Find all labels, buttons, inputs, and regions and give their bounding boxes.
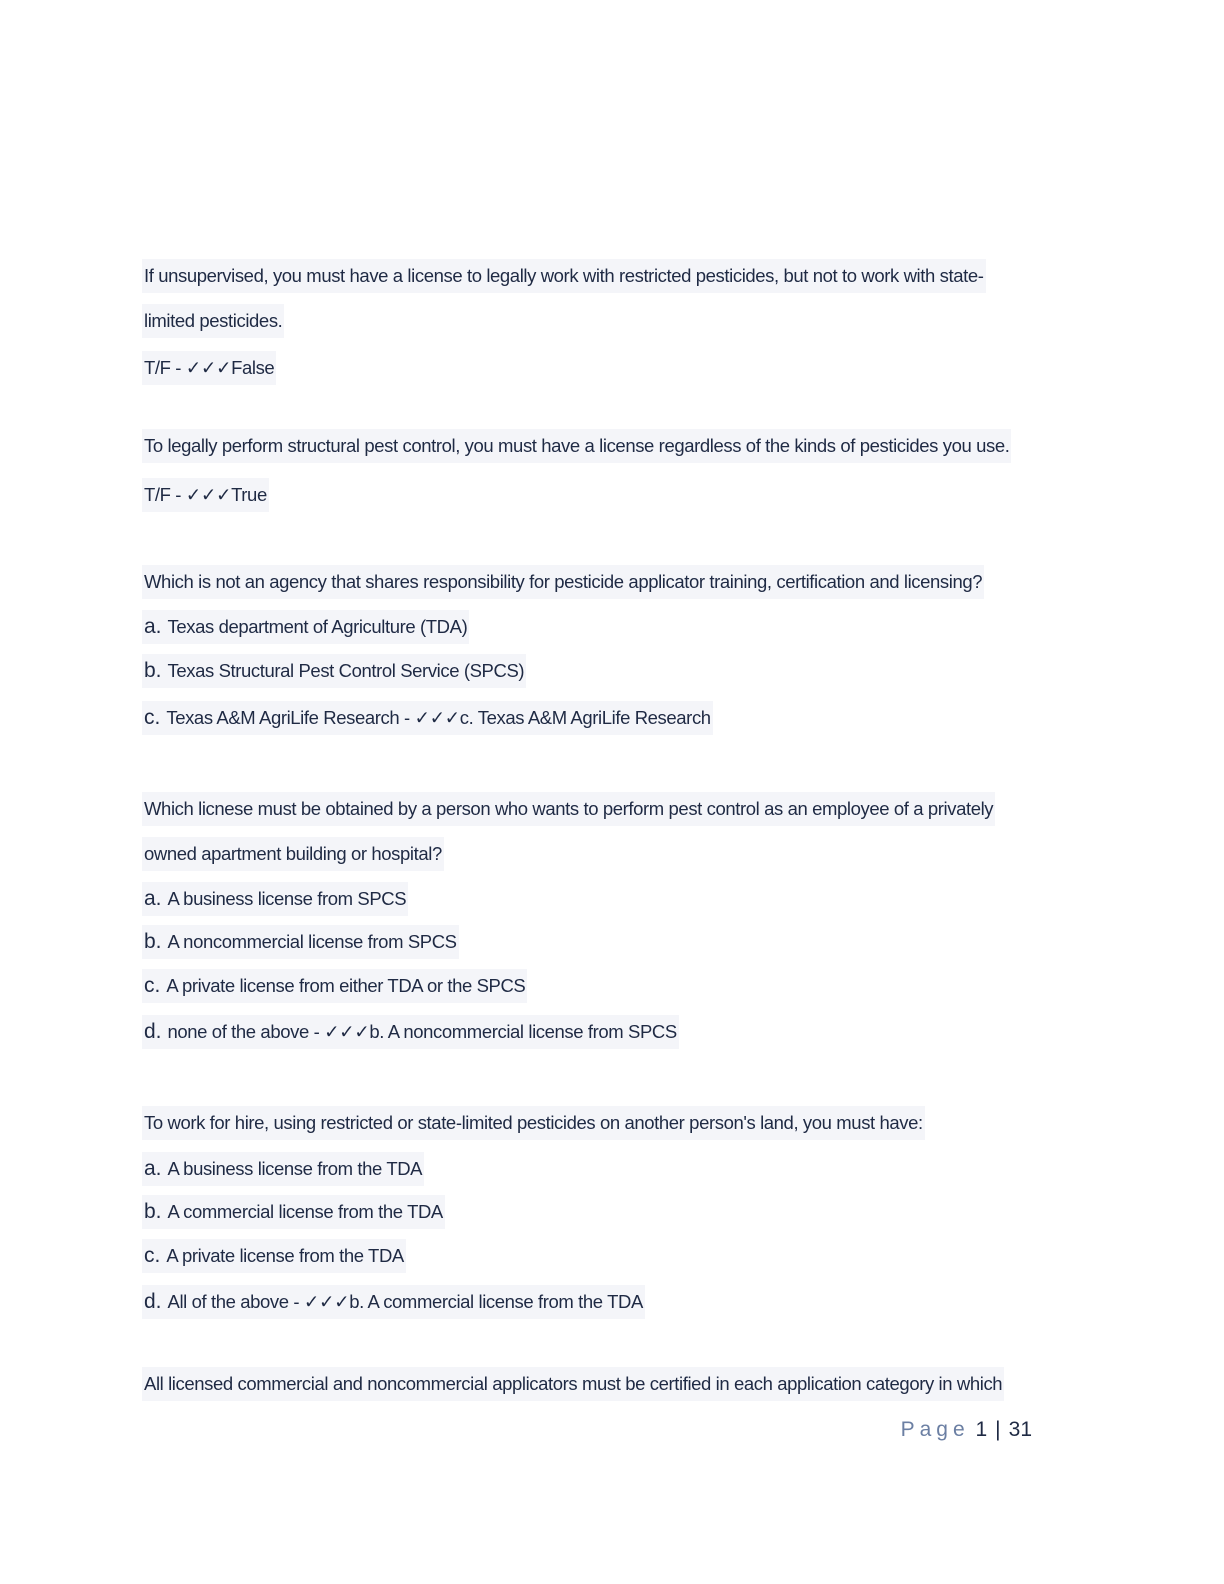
option-letter: c.: [144, 706, 161, 729]
question-5-option-c: [142, 1239, 406, 1273]
option-text: Texas Structural Pest Control Service (SPCS): [167, 660, 525, 681]
question-4-line-2: owned apartment building or hospital?: [142, 837, 444, 871]
page-separator: |: [995, 1418, 1001, 1441]
option-text: All of the above - ✓✓✓b. A commercial license from the TDA: [167, 1291, 643, 1312]
option-text: A private license from the TDA: [166, 1245, 404, 1266]
question-6-line-1: All licensed commercial and noncommercial applicators must be certified in each application category in which: [142, 1367, 1004, 1401]
question-5-option-a: [142, 1152, 424, 1186]
question-5-line-1: To work for hire, using restricted or state-limited pesticides on another person's land, you must have:: [142, 1106, 925, 1140]
question-4-option-c: [142, 969, 527, 1003]
option-text: none of the above - ✓✓✓b. A noncommercial license from SPCS: [167, 1021, 677, 1042]
option-letter: d.: [144, 1290, 162, 1313]
question-2-line-1: To legally perform structural pest control, you must have a license regardless of the kinds of pesticides you use.: [142, 429, 1011, 463]
page-label: Page: [900, 1418, 970, 1441]
question-1-line-1: If unsupervised, you must have a license to legally work with restricted pesticides, but not to work with state-: [142, 259, 986, 293]
question-4-option-a: [142, 882, 408, 916]
question-3-option-a: [142, 610, 469, 644]
total-pages: 31: [1008, 1418, 1032, 1441]
option-letter: c.: [144, 974, 161, 997]
option-text: A business license from the TDA: [167, 1158, 423, 1179]
question-1-line-2: limited pesticides.: [142, 304, 284, 338]
question-4-line-1: Which licnese must be obtained by a person who wants to perform pest control as an employee of a privately: [142, 792, 995, 826]
question-2-answer: T/F - ✓✓✓True: [142, 478, 269, 512]
question-4-option-d: [142, 1015, 679, 1049]
option-letter: a.: [144, 1157, 162, 1180]
option-text: A private license from either TDA or the SPCS: [166, 975, 526, 996]
option-letter: a.: [144, 615, 162, 638]
option-letter: c.: [144, 1244, 161, 1267]
option-letter: a.: [144, 887, 162, 910]
option-letter: b.: [144, 659, 162, 682]
option-text: Texas department of Agriculture (TDA): [167, 616, 468, 637]
page-footer: [901, 1418, 1032, 1442]
option-letter: b.: [144, 930, 162, 953]
option-letter: b.: [144, 1200, 162, 1223]
question-1-answer: T/F - ✓✓✓False: [142, 351, 276, 385]
option-text: A business license from SPCS: [167, 888, 407, 909]
question-3-line-1: Which is not an agency that shares responsibility for pesticide applicator training, certification and licensing?: [142, 565, 984, 599]
question-5-option-b: [142, 1195, 445, 1229]
option-text: A commercial license from the TDA: [167, 1201, 443, 1222]
current-page-number: 1: [975, 1418, 988, 1441]
question-5-option-d: [142, 1285, 645, 1319]
question-4-option-b: [142, 925, 459, 959]
option-letter: d.: [144, 1020, 162, 1043]
option-text: A noncommercial license from SPCS: [167, 931, 457, 952]
question-3-option-c: [142, 701, 713, 735]
option-text: Texas A&M AgriLife Research - ✓✓✓c. Texas A&M AgriLife Research: [166, 707, 711, 728]
question-3-option-b: [142, 654, 526, 688]
